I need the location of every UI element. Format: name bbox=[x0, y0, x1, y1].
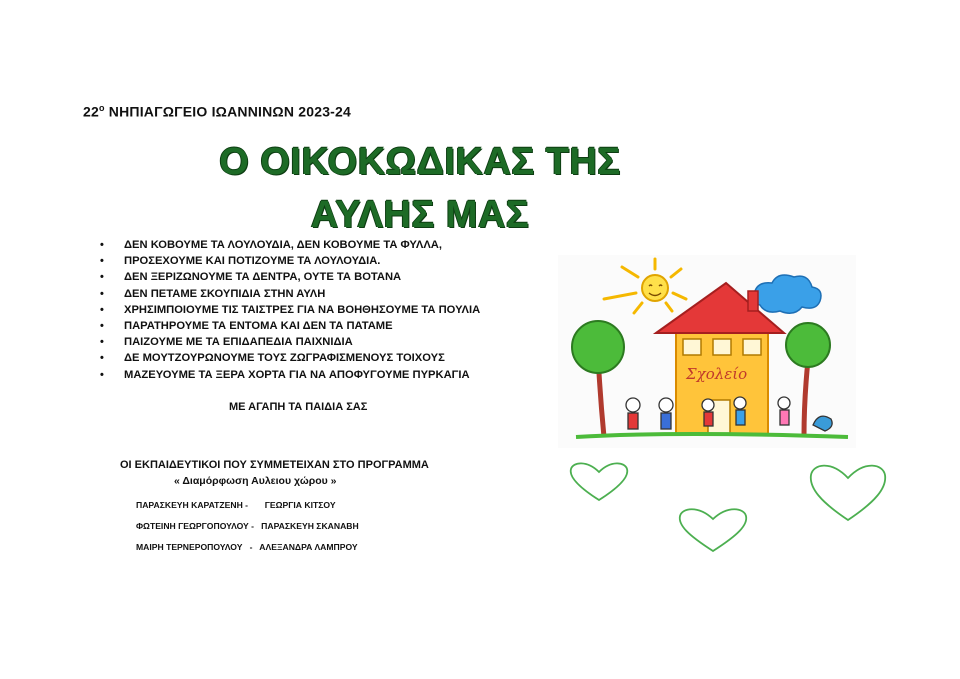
bullet-icon: • bbox=[100, 239, 104, 251]
rule-text: ΔΕ ΜΟΥΤΖΟΥΡΩΝΟΥΜΕ ΤΟΥΣ ΖΩΓΡΑΦΙΣΜΕΝΟΥΣ ΤΟΙΧΟΥΣ bbox=[124, 352, 445, 365]
rule-item bbox=[98, 237, 518, 253]
rule-item bbox=[98, 269, 518, 285]
school-heading bbox=[83, 103, 351, 120]
bullet-icon: • bbox=[100, 352, 104, 365]
heart-icon bbox=[807, 460, 889, 524]
bullet-icon: • bbox=[100, 320, 104, 333]
rule-item bbox=[98, 318, 518, 334]
rule-text: ΠΑΡΑΤΗΡΟΥΜΕ ΤΑ ΕΝΤΟΜΑ ΚΑΙ ΔΕΝ ΤΑ ΠΑΤΑΜΕ bbox=[124, 320, 393, 333]
ordinal-superscript: ο bbox=[98, 103, 105, 113]
bullet-icon: • bbox=[100, 255, 104, 268]
rule-text: ΠΡΟΣΕΧΟΥΜΕ ΚΑΙ ΠΟΤΙΖΟΥΜΕ ΤΑ ΛΟΥΛΟΥΔΙΑ. bbox=[124, 255, 381, 268]
signoff-text: ΜΕ ΑΓΑΠΗ ΤΑ ΠΑΙΔΙΑ ΣΑΣ bbox=[229, 401, 368, 413]
rule-text: ΜΑΖΕΥΟΥΜΕ ΤΑ ΞΕΡΑ ΧΟΡΤΑ ΓΙΑ ΝΑ ΑΠΟΦΥΓΟΥΜΕ ΠΥΡΚΑΓΙΑ bbox=[124, 368, 470, 381]
rules-list bbox=[98, 237, 518, 383]
rule-item bbox=[98, 367, 518, 383]
bullet-icon: • bbox=[100, 303, 104, 316]
heart-icon bbox=[676, 505, 750, 555]
program-name: « Διαμόρφωση Αυλειου χώρου » bbox=[174, 475, 337, 487]
school-name-year: ΝΗΠΙΑΓΩΓΕΙΟ ΙΩΑΝΝΙΝΩΝ 2023-24 bbox=[104, 103, 352, 120]
school-number: 22 bbox=[83, 103, 99, 120]
title-line-1: Ο ΟΙΚΟΚΩΔΙΚΑΣ ΤΗΣ bbox=[219, 141, 621, 183]
rule-text: ΔΕΝ ΞΕΡΙΖΩΝΟΥΜΕ ΤΑ ΔΕΝΤΡΑ, ΟΥΤΕ ΤΑ ΒΟΤΑΝΑ bbox=[124, 271, 402, 284]
teacher-names-line: ΠΑΡΑΣΚΕΥΗ ΚΑΡΑΤΖΕΝΗ - ΓΕΩΡΓΙΑ ΚΙΤΣΟΥ bbox=[136, 500, 336, 510]
rule-text: ΧΡΗΣΙΜΠΟΙΟΥΜΕ ΤΙΣ ΤΑΙΣΤΡΕΣ ΓΙΑ ΝΑ ΒΟΗΘΗΣΟΥΜΕ ΤΑ ΠΟΥΛΙΑ bbox=[124, 303, 481, 316]
rule-item bbox=[98, 350, 518, 366]
rule-item bbox=[98, 334, 518, 350]
rule-text: ΔΕΝ ΠΕΤΑΜΕ ΣΚΟΥΠΙΔΙΑ ΣΤΗΝ ΑΥΛΗ bbox=[124, 287, 326, 300]
drawing-school-label: Σχολείο bbox=[686, 365, 748, 383]
teacher-names-line: ΦΩΤΕΙΝΗ ΓΕΩΡΓΟΠΟΥΛΟΥ - ΠΑΡΑΣΚΕΥΗ ΣΚΑΝΑΒΗ bbox=[136, 521, 359, 531]
rule-item bbox=[98, 302, 518, 318]
bullet-icon: • bbox=[100, 336, 104, 349]
teacher-names-line: ΜΑΙΡΗ ΤΕΡΝΕΡΟΠΟΥΛΟΥ - ΑΛΕΞΑΝΔΡΑ ΛΑΜΠΡΟΥ bbox=[136, 542, 358, 552]
bullet-icon: • bbox=[100, 271, 104, 284]
heart-icon bbox=[567, 460, 631, 504]
teachers-heading: ΟΙ ΕΚΠΑΙΔΕΥΤΙΚΟΙ ΠΟΥ ΣΥΜΜΕΤΕΙΧΑΝ ΣΤΟ ΠΡΟΓΡΑΜΜΑ bbox=[120, 459, 429, 471]
school-drawing-image bbox=[558, 255, 856, 448]
title-line-2: ΑΥΛΗΣ ΜΑΣ bbox=[310, 194, 530, 236]
rule-text: ΠΑΙΖΟΥΜΕ ΜΕ ΤΑ ΕΠΙΔΑΠΕΔΙΑ ΠΑΙΧΝΙΔΙΑ bbox=[124, 336, 353, 349]
bullet-icon: • bbox=[100, 287, 104, 300]
bullet-icon: • bbox=[100, 368, 104, 381]
rule-item bbox=[98, 286, 518, 302]
rule-item bbox=[98, 253, 518, 269]
rule-text: ΔΕΝ ΚΟΒΟΥΜΕ ΤΑ ΛΟΥΛΟΥΔΙΑ, ΔΕΝ ΚΟΒΟΥΜΕ ΤΑ ΦΥΛΛΑ, bbox=[124, 239, 442, 251]
